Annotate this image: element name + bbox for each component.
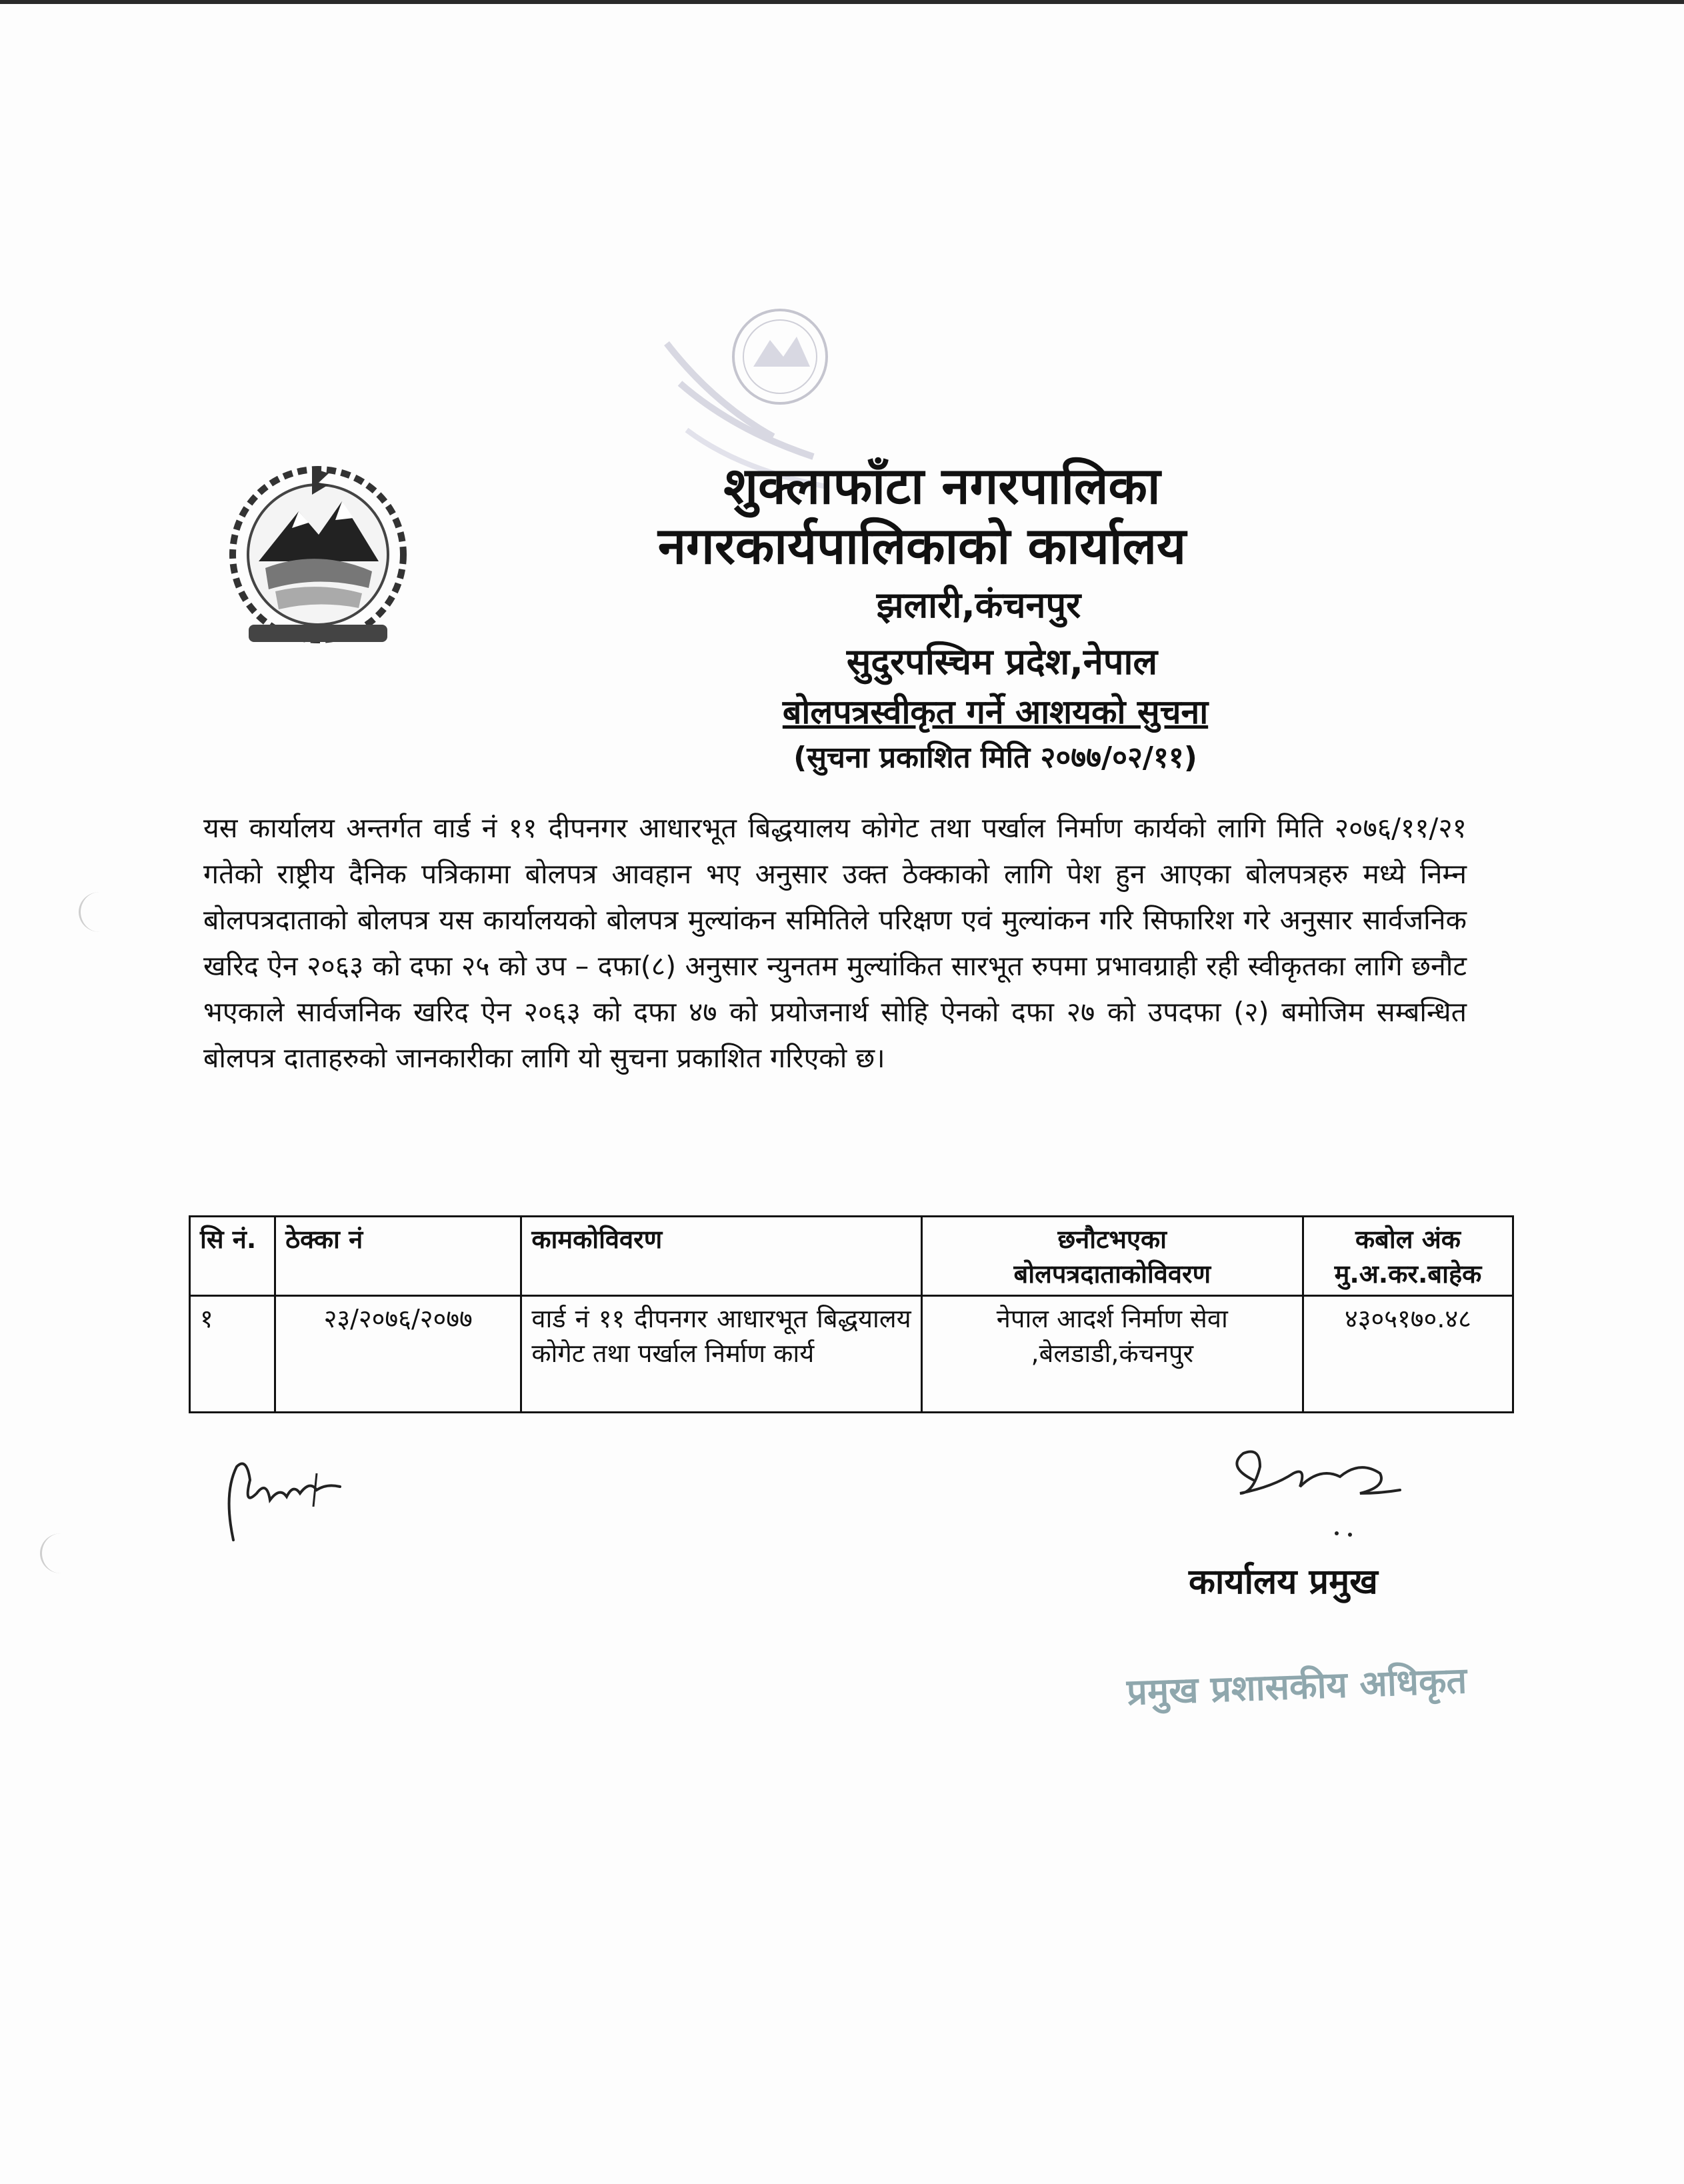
cell-contract-no: २३/२०७६/२०७७ — [275, 1296, 521, 1413]
cell-amount: ४३०५१७०.४८ — [1303, 1296, 1513, 1413]
notice-paragraph: यस कार्यालय अन्तर्गत वार्ड नं ११ दीपनगर आधारभूत बिद्धयालय कोगेट तथा पर्खाल निर्माण कार्यको लागि मिति २०७६/११/२१ गतेको राष्ट्रीय दैनिक पत्रिकामा बोलपत्र आवहान भए अनुसार उक्त ठेक्काको लागि पेश हुन आएका बोलपत्रहरु मध्ये निम्न बोलपत्रदाताको बोलपत्र यस कार्यालयको बोलपत्र मुल्यांकन समितिले परिक्षण एवं मुल्यांकन गरि सिफारिश गरे अनुसार सार्वजनिक खरिद ऐन २०६३ को दफा २५ को उप – दफा(८) अनुसार न्युनतम मुल्यांकित सारभूत रुपमा प्रभावग्राही रही स्वीकृतका लागि छनौट भएकाले सार्वजनिक खरिद ऐन २०६३ को दफा ४७ को प्रयोजनार्थ सोहि ऐनको दफा २७ को उपदफा (२) बमोजिम सम्बन्धित बोलपत्र दाताहरुको जानकारीका लागि यो सुचना प्रकाशित गरिएको छ। — [203, 812, 1467, 1074]
header-amount — [1303, 1217, 1513, 1296]
table-row — [190, 1296, 1513, 1413]
cell-bidder-line1: नेपाल आदर्श निर्माण सेवा — [996, 1304, 1228, 1333]
admin-officer-seal-text: प्रमुख प्रशासकीय अधिकृत — [1126, 1659, 1468, 1713]
cell-bidder-line2: ,बेलडाडी,कंचनपुर — [1031, 1339, 1194, 1368]
office-location: झलारी,कंचनपुर — [876, 584, 1081, 626]
cell-work-description: वार्ड नं ११ दीपनगर आधारभूत बिद्धयालय कोगेट तथा पर्खाल निर्माण कार्य — [521, 1296, 921, 1413]
header-bidder-line2: बोलपत्रदाताकोविवरण — [1013, 1259, 1211, 1289]
scan-top-edge — [0, 0, 1684, 4]
header-contract-no: ठेक्का नं — [275, 1217, 521, 1296]
table-header-row — [190, 1217, 1513, 1296]
punch-hole-mark — [79, 892, 121, 932]
cell-bidder — [921, 1296, 1303, 1413]
header-work-description-label: कामकोविवरण — [531, 1225, 663, 1254]
office-head-signature — [1213, 1440, 1413, 1540]
left-signature — [217, 1453, 350, 1553]
notice-title: बोलपत्रस्वीकृत गर्ने आशयको सुचना — [782, 693, 1209, 731]
header-bidder-line1: छनौटभएका — [1057, 1225, 1167, 1254]
header-work-description — [521, 1217, 921, 1296]
header-amount-line2: मु.अ.कर.बाहेक — [1334, 1259, 1482, 1289]
header-bidder — [921, 1217, 1303, 1296]
bid-table — [189, 1215, 1514, 1413]
publish-date: (सुचना प्रकाशित मिति २०७७/०२/११) — [793, 741, 1197, 775]
header-sn: सि नं. — [190, 1217, 275, 1296]
cell-sn: १ — [190, 1296, 275, 1413]
punch-hole-mark — [40, 1533, 82, 1573]
header-amount-line1: कबोल अंक — [1355, 1225, 1461, 1254]
province-name: सुदुरपस्चिम प्रदेश,नेपाल — [846, 641, 1158, 683]
office-name: नगरकार्यपालिकाको कार्यालय — [657, 516, 1187, 575]
office-head-label: कार्यालय प्रमुख — [1189, 1562, 1378, 1602]
municipality-name: शुक्लाफाँटा नगरपालिका — [723, 456, 1161, 515]
